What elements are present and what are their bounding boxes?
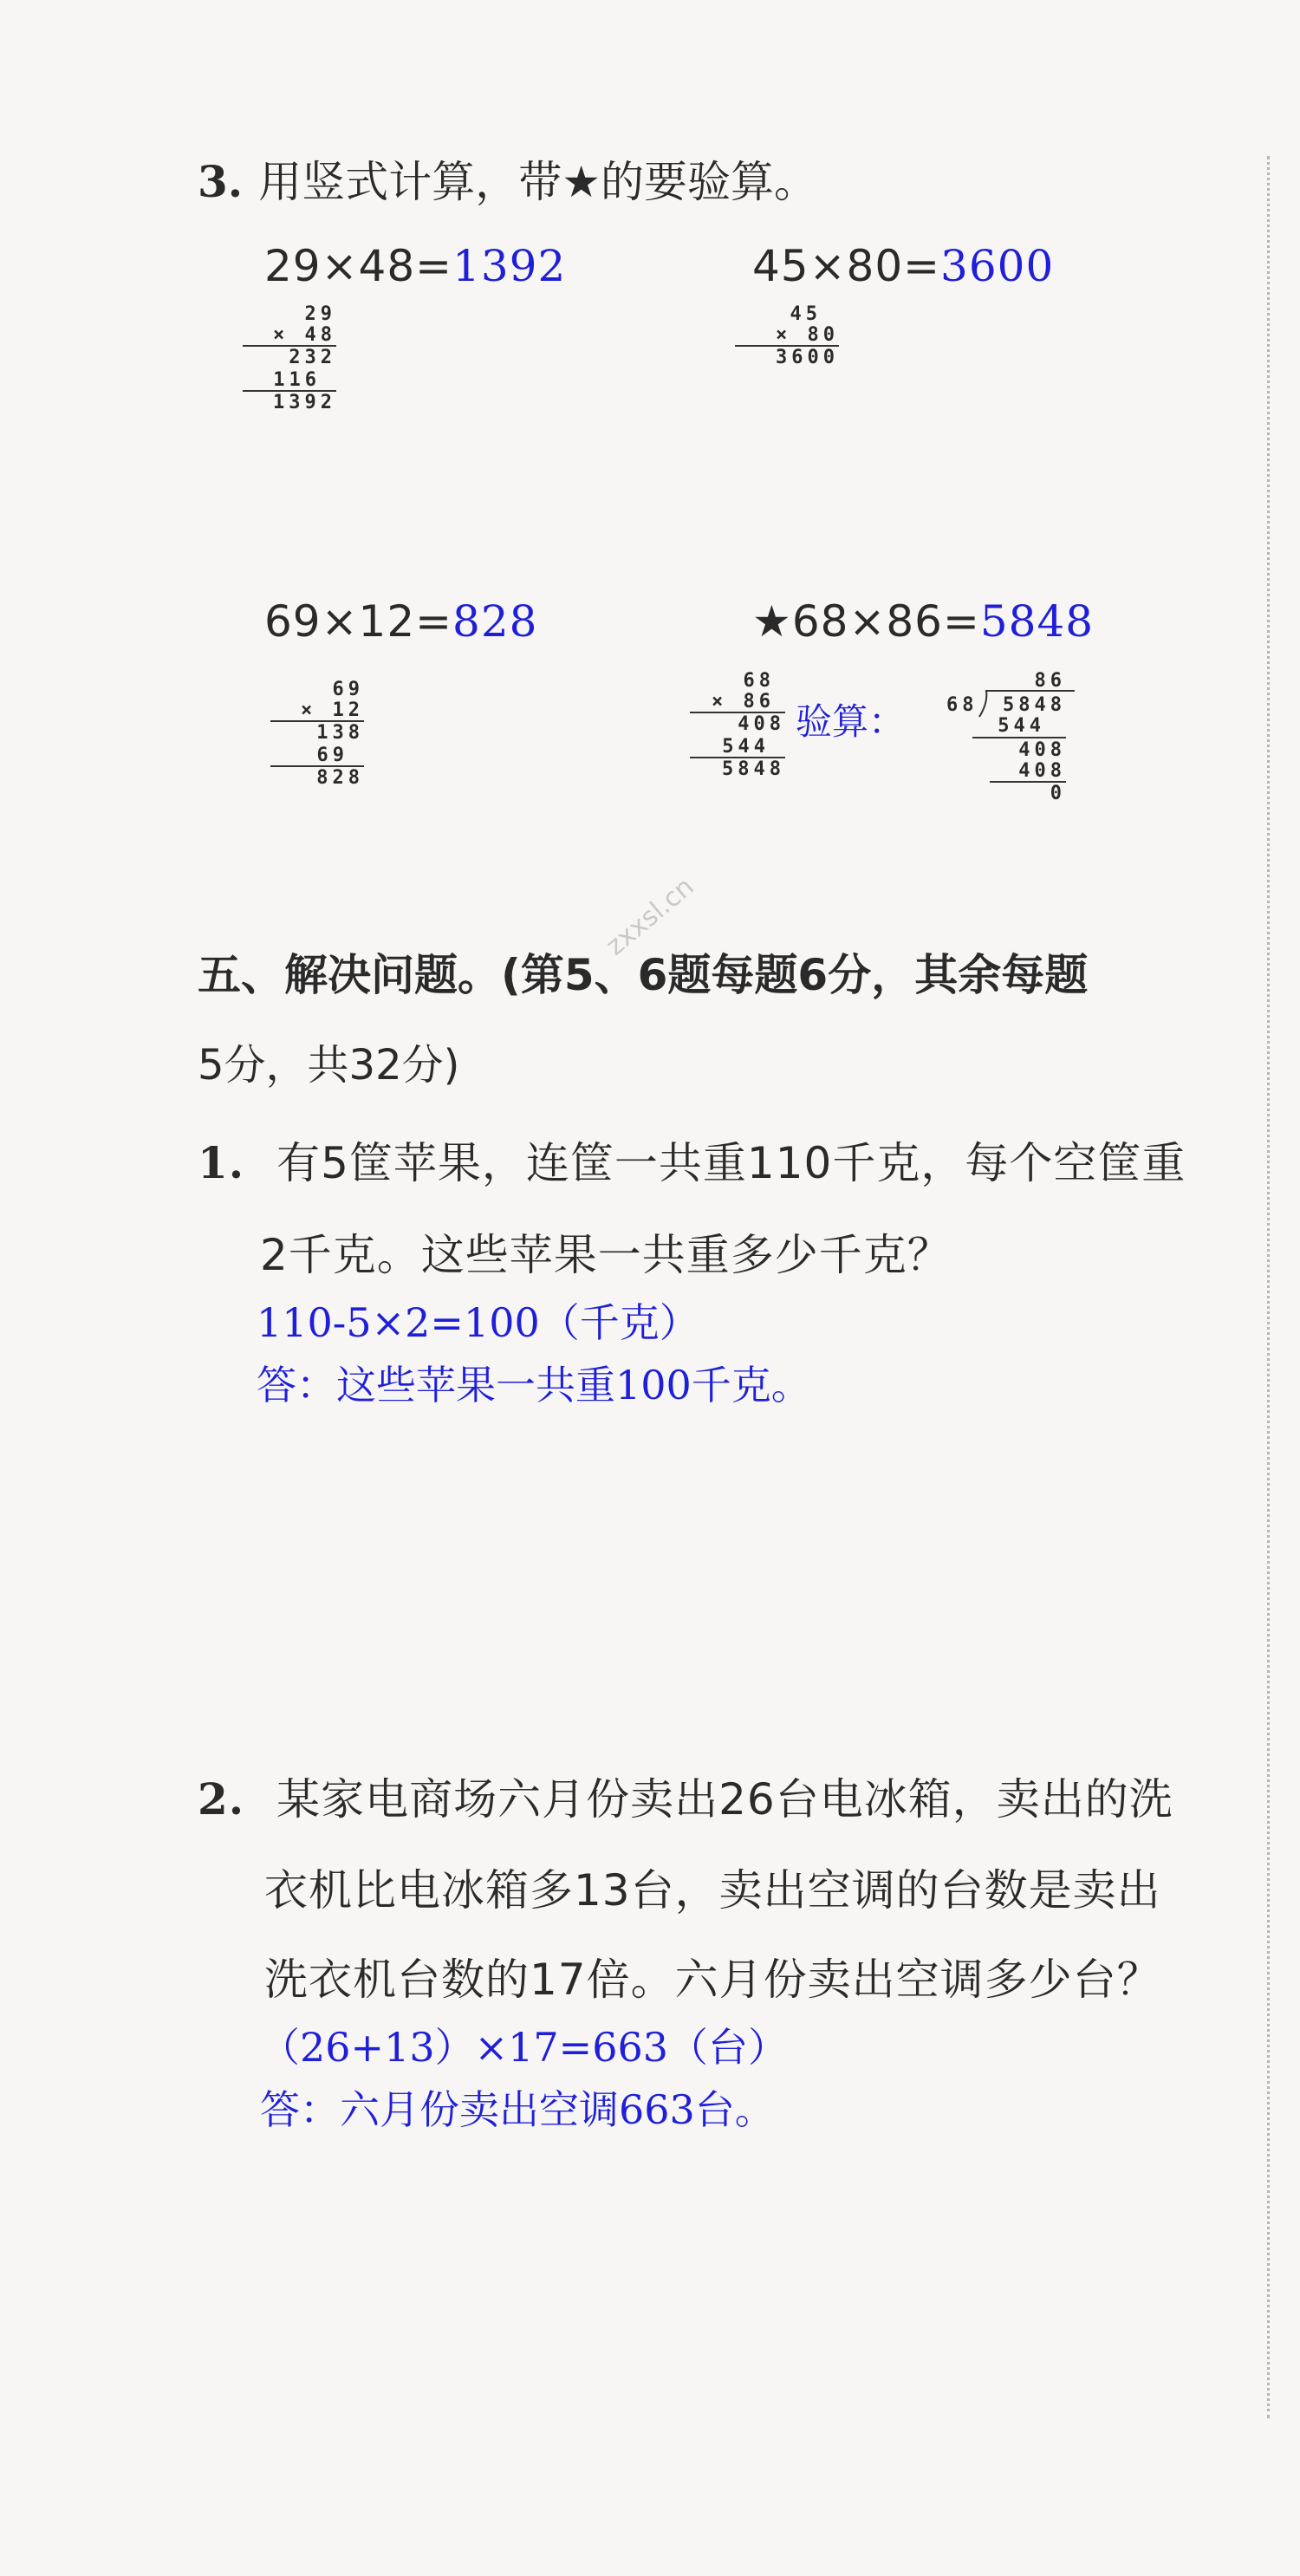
equation-answer: 3600 bbox=[940, 241, 1055, 291]
equation-2 bbox=[752, 241, 1054, 291]
problem-2-line-1 bbox=[198, 1765, 1173, 1827]
calc-line: × 80 bbox=[776, 324, 839, 346]
equation-answer: 5848 bbox=[979, 596, 1095, 647]
equation-1 bbox=[264, 241, 566, 291]
calc-line: 29 bbox=[304, 303, 336, 325]
division-step: 0 bbox=[1050, 783, 1066, 804]
equation-answer: 828 bbox=[452, 596, 538, 647]
division-divisor: 68 bbox=[946, 694, 978, 716]
problem-2-solution: （26+13）×17=663（台） bbox=[260, 2024, 789, 2071]
calc-line: × 48 bbox=[273, 324, 336, 346]
vertical-calc-1 bbox=[243, 303, 336, 416]
calc-line: 68 bbox=[743, 670, 775, 692]
problem-text: 有5筐苹果，连筐一共重110千克，每个空筐重 bbox=[276, 1138, 1186, 1188]
calc-line: × 86 bbox=[712, 691, 775, 712]
calc-line: 232 bbox=[289, 347, 336, 368]
equation-3 bbox=[264, 596, 537, 647]
division-dividend: 5848 bbox=[1003, 694, 1066, 716]
problem-2-answer: 答：六月份卖出空调663台。 bbox=[260, 2086, 775, 2133]
division-quotient: 86 bbox=[1034, 670, 1066, 692]
calc-line: 408 bbox=[738, 713, 785, 735]
equation-expression: 29×48= bbox=[264, 241, 453, 291]
equation-expression: 45×80= bbox=[752, 241, 941, 291]
page-edge-dotted-line bbox=[1267, 156, 1270, 2418]
problem-1-line-1 bbox=[198, 1129, 1186, 1191]
division-step: 408 bbox=[1018, 739, 1066, 761]
star-icon: ★ bbox=[752, 596, 792, 647]
equation-expression: 69×12= bbox=[264, 596, 453, 647]
calc-line: 138 bbox=[316, 722, 364, 744]
problem-text: 某家电商场六月份卖出26台电冰箱，卖出的洗 bbox=[276, 1774, 1173, 1825]
division-step: 544 bbox=[998, 715, 1045, 737]
calc-rule bbox=[972, 737, 1066, 738]
calc-line: × 12 bbox=[301, 699, 364, 721]
problem-number: 1. bbox=[198, 1137, 245, 1188]
calc-line: 544 bbox=[722, 736, 770, 758]
section-5-title: 五、解决问题。(第5、6题每题6分，其余每题 bbox=[198, 950, 1089, 1000]
calc-line: 3600 bbox=[776, 347, 839, 368]
problem-number: 2. bbox=[198, 1773, 245, 1825]
problem-2-line-3: 洗衣机台数的17倍。六月份卖出空调多少台？ bbox=[264, 1955, 1161, 2005]
watermark: zxxsl.cn bbox=[600, 871, 700, 962]
check-label: 验算： bbox=[796, 700, 906, 743]
calc-line: 1392 bbox=[273, 392, 336, 413]
calc-line: 5848 bbox=[722, 758, 785, 780]
calc-line: 69 bbox=[316, 745, 348, 766]
calc-line: 69 bbox=[332, 679, 364, 700]
vertical-calc-4 bbox=[690, 670, 785, 783]
vertical-calc-2 bbox=[735, 303, 839, 373]
equation-expression: 68×86= bbox=[791, 596, 980, 647]
long-division bbox=[946, 670, 1076, 809]
division-step: 408 bbox=[1018, 760, 1066, 782]
question-3-title bbox=[198, 147, 817, 210]
problem-1-line-2: 2千克。这些苹果一共重多少千克？ bbox=[260, 1230, 952, 1280]
problem-1-answer: 答：这些苹果一共重100千克。 bbox=[257, 1362, 811, 1408]
calc-line: 45 bbox=[790, 303, 822, 325]
section-5-title-cont: 5分，共32分) bbox=[198, 1041, 460, 1090]
equation-answer: 1392 bbox=[452, 241, 567, 291]
question-text: 用竖式计算，带★的要验算。 bbox=[258, 157, 818, 207]
problem-1-solution: 110-5×2=100（千克） bbox=[257, 1299, 699, 1346]
calc-line: 116 bbox=[273, 369, 321, 391]
equation-4 bbox=[752, 596, 1094, 647]
vertical-calc-3 bbox=[270, 679, 364, 791]
problem-2-line-2: 衣机比电冰箱多13台，卖出空调的台数是卖出 bbox=[264, 1865, 1161, 1916]
calc-line: 828 bbox=[316, 767, 364, 789]
question-number: 3. bbox=[198, 156, 244, 207]
